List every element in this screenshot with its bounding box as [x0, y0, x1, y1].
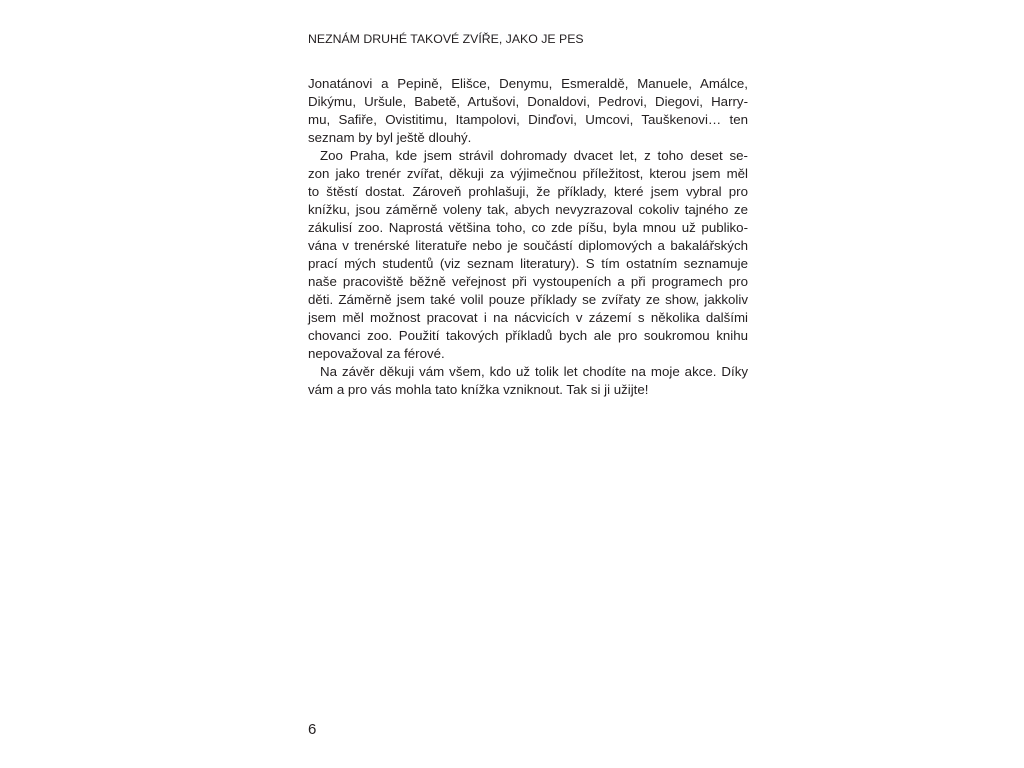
text-line: chovanci zoo. Použití takových příkladů bych ale pro soukromou knihu [308, 328, 748, 343]
text-line: vám a pro vás mohla tato knížka vzniknout. Tak si ji užijte! [308, 382, 649, 397]
text-line: prací mých studentů (viz seznam literatury). S tím ostatním seznamuje [308, 256, 748, 271]
text-line: nepovažoval za férové. [308, 346, 445, 361]
text-line: seznam by byl ještě dlouhý. [308, 130, 472, 145]
text-line: Na závěr děkuji vám všem, kdo už tolik let chodíte na moje akce. Díky [320, 364, 748, 379]
text-line: naše pracoviště běžně veřejnost při vystoupeních a při programech pro [308, 274, 748, 289]
text-line: knížku, jsou záměrně voleny tak, abych nevyzrazoval cokoliv tajného ze [308, 202, 748, 217]
text-line: Dikýmu, Uršule, Babetě, Artušovi, Donaldovi, Pedrovi, Diegovi, Harry- [308, 94, 748, 109]
running-header: NEZNÁM DRUHÉ TAKOVÉ ZVÍŘE, JAKO JE PES [308, 32, 584, 46]
text-line: vána v trenérské literatuře nebo je součástí diplomových a bakalářských [308, 238, 748, 253]
page-number: 6 [308, 721, 317, 738]
text-line: zákulisí zoo. Naprostá většina toho, co zde píšu, byla mnou už publiko- [308, 220, 748, 235]
text-line: děti. Záměrně jsem také volil pouze příklady se zvířaty ze show, jakkoliv [308, 292, 748, 307]
body-text [308, 75, 748, 399]
text-line: mu, Safiře, Ovistitimu, Itampolovi, Dinďovi, Umcovi, Tauškenovi… ten [308, 112, 748, 127]
text-line: to štěstí dostat. Zároveň prohlašuji, že příklady, které jsem vybral pro [308, 184, 748, 199]
text-line: zon jako trenér zvířat, děkuji za výjimečnou příležitost, kterou jsem měl [308, 166, 748, 181]
text-line: Jonatánovi a Pepině, Elišce, Denymu, Esmeraldě, Manuele, Amálce, [308, 76, 748, 91]
text-line: jsem měl možnost pracovat i na nácvicích v zázemí s několika dalšími [308, 310, 748, 325]
text-line: Zoo Praha, kde jsem strávil dohromady dvacet let, z toho deset se- [320, 148, 748, 163]
